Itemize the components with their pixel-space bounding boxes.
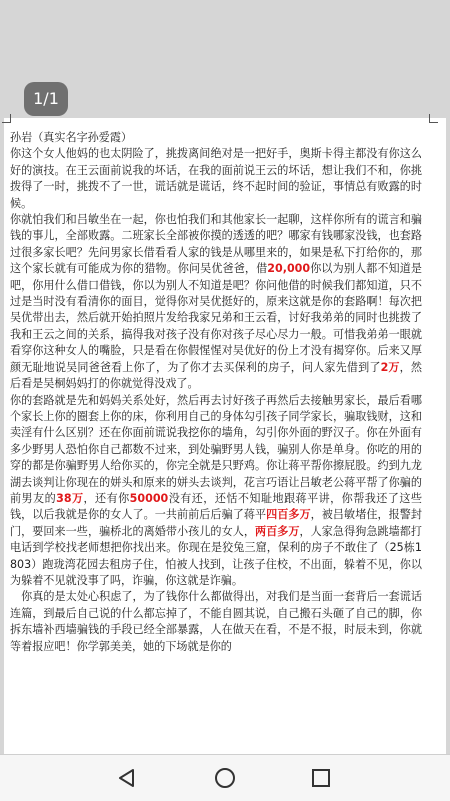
home-circle-icon [213, 766, 237, 790]
highlighted-amount: 38万 [56, 491, 84, 505]
paragraph-1: 你这个女人他妈的也太阴险了，挑拨离间绝对是一把好手，奥斯卡得主都没有你这么好的演技。在王云面前说我的坏话，在我的面前说王云的坏话，想让我们不和，你挑拨得了一时，挑拨不了一世，谎话就是谎话，终不起时间的验证，事情总有败露的时候。 [10, 147, 422, 210]
highlighted-amount: 20,000 [267, 262, 311, 276]
back-triangle-icon [116, 767, 138, 789]
crop-mark-top-right [429, 114, 438, 123]
page-indicator-badge: 1/1 [24, 82, 68, 116]
home-button[interactable] [210, 763, 240, 793]
back-button[interactable] [112, 763, 142, 793]
paragraph-4: 你真的是太处心积虑了，为了钱你什么都做得出，对我们是当面一套背后一套谎话连篇，到最后自己说的什么都忘掉了，不能自圆其说，自己搬石头砸了自己的脚，你拆东墙补西墙骗钱的手段已经全部暴露，人在做天在看，不是不报，时辰未到，你就等着报应吧！你学郭美美，她的下场就是你的 [10, 590, 422, 653]
highlighted-amount: 两百多万 [254, 524, 300, 538]
document-title: 孙岩（真实名字孙爱霞） [10, 131, 133, 144]
highlighted-amount: 50000 [129, 491, 169, 505]
highlighted-amount: 2万 [380, 360, 400, 374]
paragraph-2: 你就怕我们和吕敏坐在一起，你也怕我们和其他家长一起聊，这样你所有的谎言和骗钱的事儿，全部败露。二班家长全部被你摸的透透的吧？哪家有钱哪家没钱，也套路过很多家长吧？先问男家长借看看人家的钱是从哪里来的，如果是私下打给你的，那这个家长就有可能成为你的猎物。你问吴优爸爸，借20,000你以为别人都不知道是吧，你用什么借口借钱，你以为别人不知道是吧？你问他借的时候我们都知道，只不过是当时没有看清你的面目，觉得你对吴优挺好的，原来这就是你的套路啊！每次把吴优带出去，然后就开始拍照片发给我家兄弟和王云看，讨好我弟弟的同时也挑拨了我和王云之间的关系，搞得我对孩子没有你对孩子尽心尽力一般。可惜我弟弟一眼就看穿你这种女人的嘴脸，只是看在你假惺惺对吴优好的份上才没有揭穿你。后来又厚颜无耻地说吴同爸爸看上你了，为了你才去买保利的房子，问人家先借到了2万，然后看是吴桐妈妈打的你就觉得没戏了。 [10, 213, 422, 391]
highlighted-amount: 四百多万 [266, 508, 311, 522]
paragraph-3: 你的套路就是先和妈妈关系处好，然后再去讨好孩子再然后去接触男家长，最后看哪个家长上你的圈套上你的床，你利用自己的身体勾引孩子同学家长，骗取钱财，这和卖淫有什么区别？还在你面前谎说我挖你的墙角，勾引你外面的野汉子。你在外面有多少野男人恐怕你自己都数不过来，到处骗野男人钱，骗别人你是单身。你吃的用的穿的都是你骗野男人给你买的，你完全就是只野鸡。你让蒋平帮你擦屁股。约到九龙湖去谈判让你现在的姘头和原来的姘头去谈判，花言巧语让吕敏老公蒋平帮了你骗的前男友的38万，还有你50000没有还，还恬不知耻地跟蒋平讲，你帮我还了这些钱，以后我就是你的女人了。一共前前后后骗了蒋平四百多万，被吕敏堵住，报警封门，要回来一些，骗桥北的离婚带小孩儿的女人，两百多万，人家急得狗急跳墙都打电话到学校找老师想把你找出来。你现在是狡兔三窟，保利的房子不敢住了（25栋1803）跑珑湾花园去租房子住，怕被人找到，让孩子住校，不出面，躲着不见，你以为躲着不见就没事了吗，诈骗，你这就是诈骗。 [10, 393, 422, 587]
crop-mark-top-left [2, 114, 11, 123]
document-text [10, 130, 422, 655]
recents-button[interactable] [306, 763, 336, 793]
android-navigation-bar [0, 754, 450, 801]
document-page [4, 118, 446, 754]
recents-square-icon [310, 767, 332, 789]
